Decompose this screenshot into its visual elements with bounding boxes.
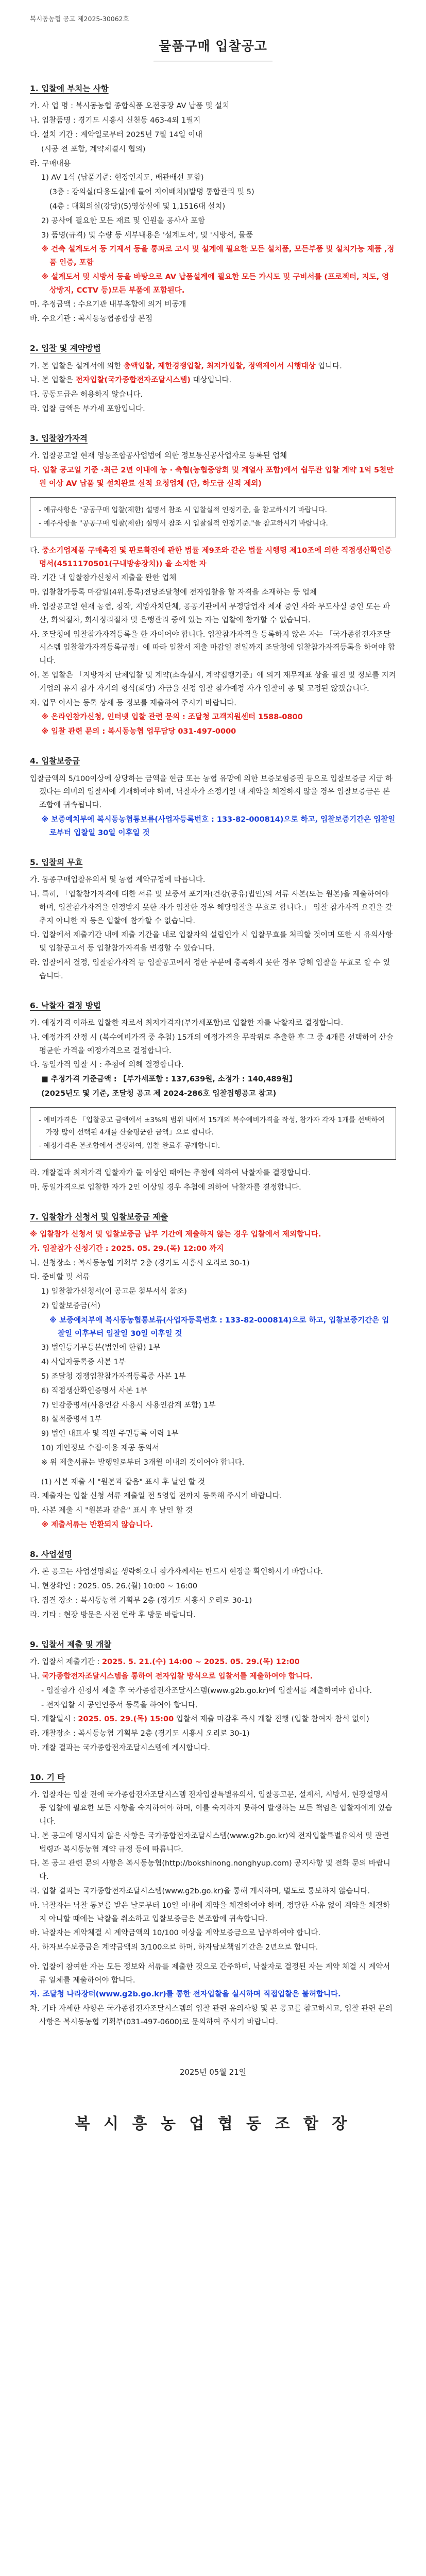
issue-date: 2025년 05월 21일 bbox=[179, 2067, 247, 2077]
s1-notice: ※ 설계도서 및 시방서 등을 바탕으로 AV 납품설계에 필요한 모든 가시도 및 구비서를 (프로젝터, 지도, 영상방지, CCTV 등)모든 부품에 포함된다. bbox=[41, 273, 389, 295]
s10-line: 다. 본 공고 관련 문의 사항은 복시동농협(http://bokshinong.nonghyup.com) 공지사항 및 전화 문의 바랍니다. bbox=[30, 1859, 390, 1882]
section-6-title: 6. 낙찰자 결정 방법 bbox=[30, 1001, 101, 1010]
s10-blue-line: 자. 조달청 나라장터(www.g2b.go.kr)를 통한 전자입찰을 실시하며 직접입찰은 불허합니다. bbox=[30, 1990, 341, 1999]
s10-line: 가. 입찰자는 입찰 전에 국가종합전자조달시스템 전자입찰특별유의서, 입찰공고문, 설계서, 시방서, 현장설명서 등 입찰에 필요한 모든 사항을 숙지하여야 하며, 이를 숙지하지 못하여 발생하는 모든 책임은 입찰자에게 있습니다. bbox=[30, 1791, 393, 1826]
s7-item: 8) 실적증명서 1부 bbox=[41, 1415, 102, 1424]
s7-notice: ※ 입찰참가 신청서 및 입찰보증금 납부 기간에 제출하지 않는 경우 입찰에서 제외합니다. bbox=[30, 1230, 321, 1239]
s1-line: 나. 입찰품명 : 경기도 시흥시 신천동 463-4외 1필지 bbox=[30, 116, 201, 125]
section-3-title: 3. 입찰참가자격 bbox=[30, 433, 88, 443]
s9-line-1 bbox=[30, 1656, 396, 1669]
s10-line: 마. 낙찰자는 낙찰 통보를 받은 날로부터 10일 이내에 계약을 체결하여야 하며, 정당한 사유 없이 계약을 체결하지 아니할 때에는 낙찰을 취소하고 입찰보증금은 본조합에 귀속합니다. bbox=[30, 1901, 390, 1923]
s6-line: 다. 동일가격 입찰 시 : 추첨에 의해 결정합니다. bbox=[30, 1061, 184, 1070]
s2-line-1 bbox=[30, 360, 396, 374]
s10-line: 아. 입찰에 참여한 자는 모든 정보와 서류를 제출한 것으로 간주하며, 낙찰자로 결정된 자는 계약 체결 시 계약서류 일체를 제출하여야 합니다. bbox=[30, 1962, 390, 1985]
s1-notice: ※ 건축 설계도서 등 기제서 등을 통과로 고시 및 설계에 필요한 모든 설치품, 모든부품 및 설치가능 제품 ,정품 인증, 포함 bbox=[41, 245, 395, 267]
section-9 bbox=[30, 1638, 396, 1755]
s3-line-2-highlight: 중소기업제품 구매촉진 및 판로확진에 관한 법률 제9조와 같은 법률 시행령 제10조에 의한 직접생산확인증명서(4511170501(구내방송장치)) 을 소지한 자 bbox=[39, 546, 392, 568]
s3-line: 바. 입찰공고일 현재 농협, 창작, 지방자치단체, 공공기관에서 부정당업자 제재 중인 자와 부도사실 중인 또는 파산, 화의절차, 회사정리절차 및 은행관리 중에 있는 자는 입찰에 참가할 수 없습니다. bbox=[30, 603, 390, 624]
s6-price-sub: (2025년도 및 기준, 조달청 공고 제 2024-286호 입찰집행공고 참고) bbox=[41, 1090, 277, 1098]
section-4-title: 4. 입찰보증금 bbox=[30, 756, 80, 766]
s6-line: 라. 개찰결과 최저가격 입찰자가 둘 이상인 때에는 추첨에 의하여 낙찰자를 결정합니다. bbox=[30, 1168, 311, 1177]
section-10 bbox=[30, 1771, 396, 2029]
section-9-title: 9. 입찰서 제출 및 개찰 bbox=[30, 1639, 112, 1649]
s8-line: 라. 기타 : 현장 방문은 사전 연락 후 방문 바랍니다. bbox=[30, 1611, 196, 1619]
s1-item: (3층 : 강의실(다용도실)에 들어 지이배치)(발명 통합관리 및 5) bbox=[49, 188, 254, 197]
s7-notice: ※ 보증예치부에 복시동농협통보류(사업자등록번호 : 133-82-000814)으로 하고, 입찰보증기간은 입찰일 이후부터 입찰일 30일 이후일 것 bbox=[49, 1316, 389, 1338]
section-5 bbox=[30, 856, 396, 984]
s3-line-highlight: 다. 입찰 공고일 기준 ·최근 2년 이내에 농 · 축협(농협중앙회 및 계열사 포함)에서 쉽두관 입찰 계약 1억 5천만원 이상 AV 납품 및 설치완료 실적 요청업체 (단, 하도급 실적 제외) bbox=[30, 466, 394, 488]
section-1-title: 1. 입찰에 부치는 사항 bbox=[30, 83, 109, 93]
section-8 bbox=[30, 1548, 396, 1622]
s2-line-1-highlight: 총액입찰, 제한경쟁입찰, 최저가입찰, 정액제이서 시행대상 bbox=[123, 362, 316, 370]
s7-item: 1) 입찰참가신청서(이 공고문 첨부서식 참조) bbox=[41, 1287, 187, 1296]
s3-line: 라. 기간 내 입찰참가신청서 제출을 완한 업체 bbox=[30, 574, 177, 583]
s7-line: 가. 입찰참가 신청기간 : 2025. 05. 29.(목) 12:00 까지 bbox=[30, 1244, 224, 1253]
s7-item: ※ 위 제출서류는 발행일로부터 3개월 이내의 것이어야 합니다. bbox=[41, 1458, 245, 1467]
s3-line-2 bbox=[30, 545, 396, 571]
s1-line: 가. 사 업 명 : 복시동농협 종합식품 오전공장 AV 납품 및 설치 bbox=[30, 102, 230, 111]
s1-item: 2) 공사에 필요한 모든 재료 및 인원을 공사사 포함 bbox=[41, 216, 205, 225]
s9-line-1-highlight: 2025. 5. 21.(수) 14:00 ~ 2025. 05. 29.(목) 12:00 bbox=[102, 1658, 300, 1667]
s1-item: 바. 수요기관 : 복시동농협종합상 본점 bbox=[30, 315, 153, 324]
s7-line: 나. 신청장소 : 복시동농협 기획부 2층 (경기도 시흥시 오리로 30-1) bbox=[30, 1259, 250, 1267]
s3-notice-box bbox=[30, 497, 396, 537]
s3-box-line: - 예주사항을 "공공구매 입찰(제한) 설명서 참조 시 입찰실적 인정기준."을 참고하시기 바랍니다. bbox=[39, 519, 328, 528]
s1-item: 1) AV 1식 (납품기준: 현장인지도, 배관배선 포함) bbox=[41, 174, 204, 182]
s7-item: 6) 직접생산확인증명서 사본 1부 bbox=[41, 1386, 148, 1395]
s3-box-line: - 예규사항은 "공공구매 입찰(제한) 설명서 참조 시 입찰실적 인정기준, 을 참고하시기 바랍니다. bbox=[39, 505, 327, 514]
s9-line-3-text: 다. 개찰일시 : bbox=[30, 1715, 78, 1724]
s1-item: (4층 : 대회의실(강당)(5)영상실에 및 1,1516대 설치) bbox=[49, 202, 226, 211]
s7b-notice: ※ 제출서류는 반환되지 않습니다. bbox=[41, 1521, 153, 1530]
s9-item: - 입찰참가 신청서 제출 후 국가종합전자조달시스템(www.g2b.go.kr)에 입찰서를 제출하여야 합니다. bbox=[41, 1686, 372, 1695]
s7-item: 2) 입찰보증금(서) bbox=[41, 1302, 100, 1311]
s3-line-2-prefix: 다. bbox=[30, 546, 42, 555]
s9-line-3 bbox=[30, 1713, 396, 1726]
s5-line: 다. 입찰에서 제출기간 내에 제출 기간을 내로 입찰자의 설립인가 시 입찰무효를 처리할 것이며 또한 시 유의사항 및 입찰공고서 등 입찰참가자격을 변경할 수 있습니다. bbox=[30, 931, 393, 953]
s3-notice: ※ 입찰 관련 문의 : 복시동농협 업무담당 031-497-0000 bbox=[41, 727, 236, 736]
s8-line: 나. 현장확인 : 2025. 05. 26.(월) 10:00 ~ 16:00 bbox=[30, 1582, 198, 1591]
s9-line-3-highlight: 2025. 05. 29.(목) 15:00 bbox=[78, 1715, 174, 1724]
s2-line-1-text: 가. 본 입찰은 설계서에 의한 bbox=[30, 362, 124, 370]
s6-box-line: - 예비가격은 「입찰공고 금액에서 ±3%의 범위 내에서 15개의 복수예비가격을 작성, 참가자 각자 1개를 선택하여 가장 많이 선택된 4개를 산술평균한 금액」으로 합니다. bbox=[39, 1115, 385, 1137]
s1-line: 다. 설치 기간 : 계약일로부터 2025년 7월 14일 이내 bbox=[30, 130, 203, 139]
s7-item: 3) 법인등기부등본(법인에 한함) 1부 bbox=[41, 1344, 161, 1352]
s5-line: 가. 동종구매입찰유의서 및 농협 계약규정에 따릅니다. bbox=[30, 876, 206, 885]
s9-line-1-text: 가. 입찰서 제출기간 : bbox=[30, 1658, 102, 1667]
s3-line: 자. 업무 아사는 등록 상세 등 정보를 제출하여 주시기 바랍니다. bbox=[30, 699, 236, 707]
section-5-title: 5. 입찰의 무효 bbox=[30, 857, 83, 867]
s6-line: 가. 예정가격 이하로 입찰한 자로서 최저가격자(부가세포함)로 입찰한 자를 낙찰자로 결정합니다. bbox=[30, 1019, 344, 1028]
s5-line: 나. 특히, 「입찰참가자격에 대한 서류 및 보증서 포기자(건강(공유)법인)의 서류 사본(또는 원본)을 제출하여야 하며, 입찰참가자격을 인정받지 못한 자가 입찰한 경우 해당입찰을 무효로 합니다.」 입찰 참가자격 요건을 갖추지 아니한 자 등은 입찰에 참가할 수 없습니다. bbox=[30, 890, 393, 925]
s2-line-1-tail: 입니다. bbox=[315, 362, 342, 370]
s10-line: 나. 본 공고에 명시되지 않은 사항은 국가종합전자조달시스템(www.g2b.go.kr)의 전자입찰특별유의서 및 관련 법령과 복시동농협 계약 규정 등에 따릅니다. bbox=[30, 1832, 389, 1854]
s9-line-2-text: 나. bbox=[30, 1672, 42, 1681]
s2-line-2-tail: 대상입니다. bbox=[190, 376, 232, 385]
s6-price-line: ■ 추정가격 기준금액 : 【부가세포함 : 137,639원, 소정가 : 140,489원】 bbox=[41, 1075, 297, 1084]
s2-line-3: 다. 공동도급은 허용하지 않습니다. bbox=[30, 391, 143, 399]
section-2-title: 2. 입찰 및 계약방법 bbox=[30, 344, 101, 353]
s6-line: 마. 동일가격으로 입찰한 자가 2인 이상일 경우 추첨에 의하여 낙찰자를 결정합니다. bbox=[30, 1183, 301, 1192]
s10-line: 사. 하자보수보증금은 계약금액의 3/100으로 하며, 하자담보책임기간은 2년으로 합니다. bbox=[30, 1943, 318, 1952]
s9-line-3-tail: 입찰서 제출 마감후 즉시 개찰 진행 (입찰 참여자 참석 없이) bbox=[174, 1715, 369, 1724]
section-7-title: 7. 입찰참가 신청서 및 입찰보증금 제출 bbox=[30, 1212, 168, 1222]
s9-line-2 bbox=[30, 1670, 396, 1684]
s7b-line: 마. 사본 제출 시 "원본과 같음" 표시 후 날인 할 것 bbox=[30, 1506, 193, 1515]
s10-line: 차. 기타 자세한 사항은 국가종합전자조달시스템의 입찰 관련 유의사항 및 본 공고를 참고하시고, 입찰 관련 문의사항은 복시동농협 기획부(031-497-0600)로 문의하여 주시기 바랍니다. bbox=[30, 2005, 393, 2027]
s6-box-line: - 예정가격은 본조합에서 결정하여, 입찰 완료후 공개합니다. bbox=[39, 1141, 220, 1150]
section-1 bbox=[30, 82, 396, 326]
s3-line: 마. 입찰참가등록 마감일(4위.등록)전당조달청에 전자입찰을 할 자격을 소재하는 등 업체 bbox=[30, 588, 317, 597]
s5-line: 라. 입찰에서 결정, 입찰참가자격 등 입찰공고에서 정한 부분에 충족하지 못한 경우 당해 입찰을 무효로 할 수 있습니다. bbox=[30, 958, 390, 980]
section-3 bbox=[30, 432, 396, 739]
s6-notice-box bbox=[30, 1107, 396, 1160]
s3-line: 가. 입찰공고일 현재 영농조합공사업법에 의한 정보통신공사업자로 등록된 업체 bbox=[30, 452, 287, 461]
s8-line: 다. 집결 장소 : 복시동농협 기획부 2층 (경기도 시흥시 오리로 30-1) bbox=[30, 1597, 252, 1605]
s9-line: 라. 개찰장소 : 복시동농협 기획부 2층 (경기도 시흥시 오리로 30-1) bbox=[30, 1730, 250, 1738]
s9-line-2-highlight: 국가종합전자조달시스템을 통하여 전자입찰 방식으로 입찰서를 제출하여야 합니다. bbox=[42, 1672, 313, 1681]
s8-line: 가. 본 공고는 사업설명회를 생략하오니 참가자께서는 반드시 현장을 확인하시기 바랍니다. bbox=[30, 1568, 323, 1577]
section-8-title: 8. 사업설명 bbox=[30, 1549, 72, 1559]
s2-line-2-text: 나. 본 입찰은 bbox=[30, 376, 76, 385]
organization-name: 복 시 흥 농 업 협 동 조 합 장 bbox=[75, 2114, 351, 2133]
document-title: 물품구매 입찰공고 bbox=[154, 35, 272, 61]
section-6 bbox=[30, 999, 396, 1195]
s7-item: 10) 개인정보 수집·이용 제공 동의서 bbox=[41, 1444, 160, 1453]
s1-line: 라. 구매내용 bbox=[30, 159, 71, 168]
s1-item: 3) 품명(규격) 및 수량 등 세부내용은 '설계도서', 및 '시방서, 물품 bbox=[41, 231, 253, 240]
s10-line: 라. 입찰 결과는 국가종합전자조달시스템(www.g2b.go.kr)을 통해 게시하며, 별도로 통보하지 않습니다. bbox=[30, 1887, 370, 1895]
s4-line: 입찰금액의 5/100이상에 상당하는 금액을 현금 또는 농협 유망에 의한 보증보험증권 등으로 입찰보증금 지급 하겠다는 의미의 입찰서에 기재하여야 하며, 낙찰자가 소정기일 내 계약을 체결하지 않을 경우 입찰보증금은 본조합에 귀속됩니다. bbox=[30, 774, 393, 810]
s2-line-2 bbox=[30, 374, 396, 387]
document-number: 복시동농협 공고 제2025-30062호 bbox=[30, 15, 129, 23]
s7-item: 4) 사업자등록증 사본 1부 bbox=[41, 1358, 126, 1367]
s2-line-4: 라. 입찰 금액은 부가세 포함입니다. bbox=[30, 405, 145, 414]
s3-line: 아. 본 입찰은 「지방자치 단체입찰 및 계약(소속실시, 계약집행기준」에 의거 재무제표 상을 필진 및 정보를 지켜 기업의 유지 참가 자기의 형식(회당) 자금을 선정 입찰 참가예정 자가 입찰이 종 및 고정된 않겠습니다. bbox=[30, 671, 396, 693]
s7b-line: 라. 제출자는 입찰 신청 서류 제출일 전 5영업 전까지 등록해 주시기 바랍니다. bbox=[30, 1492, 282, 1501]
title-wrap bbox=[30, 35, 396, 61]
section-10-title: 10. 기 타 bbox=[30, 1772, 65, 1782]
section-2 bbox=[30, 342, 396, 416]
s1-line: (시공 전 포함, 계약체결시 협의) bbox=[41, 145, 146, 154]
s3-line: 사. 조달청에 입찰참가자격등록을 한 자이어야 합니다. 입찰참가자격을 등록하지 않은 자는 「국가종합전자조달시스템 입찰참가자격등록규정」에 따라 입찰서 제출 마감일 전일까지 조달청에 입찰참가자격등록을 하여야 합니다. bbox=[30, 630, 395, 666]
s7-item: 5) 조달청 경쟁입찰참가자격등록증 사본 1부 bbox=[41, 1372, 186, 1381]
s4-notice: ※ 보증예치부에 복시동농협통보류(사업자등록번호 : 133-82-000814)으로 하고, 입찰보증기간은 입찰일로부터 입찰일 30일 이후일 것 bbox=[41, 815, 396, 837]
s7-line: 다. 준비할 및 서류 bbox=[30, 1273, 90, 1282]
s9-item: - 전자입찰 시 공인인증서 등록을 하여야 합니다. bbox=[41, 1701, 198, 1709]
s9-line: 마. 개찰 결과는 국가종합전자조달시스템에 게시합니다. bbox=[30, 1743, 210, 1752]
section-4 bbox=[30, 754, 396, 840]
s7-item: 7) 인감증명서(사용인감 사용시 사용인감계 포함) 1부 bbox=[41, 1401, 216, 1410]
s7-item: 9) 법인 대표자 및 직원 주민등록 이력 1부 bbox=[41, 1430, 179, 1438]
section-7 bbox=[30, 1210, 396, 1532]
s6-line: 나. 예정가격 산정 시 (복수예비가격 중 추첨) 15개의 예정가격을 무작위로 추출한 후 그 중 4개를 선택하여 산술평균한 가격을 예정가격으로 결정합니다. bbox=[30, 1033, 394, 1055]
s7b-line: (1) 사본 제출 시 "원본과 같음" 표시 후 날인 할 것 bbox=[41, 1478, 206, 1486]
s2-line-2-highlight: 전자입찰(국가종합전자조달시스템) bbox=[75, 376, 191, 385]
s10-line: 바. 낙찰자는 계약체결 시 계약금액의 10/100 이상을 계약보증금으로 납부하여야 합니다. bbox=[30, 1929, 320, 1938]
s3-notice: ※ 온라인참가신청, 인터넷 입찰 관련 문의 : 조달청 고객지원센터 1588-0800 bbox=[41, 713, 303, 722]
s1-item: 마. 추정금액 : 수요기관 내부혹합에 의거 비공개 bbox=[30, 300, 186, 309]
